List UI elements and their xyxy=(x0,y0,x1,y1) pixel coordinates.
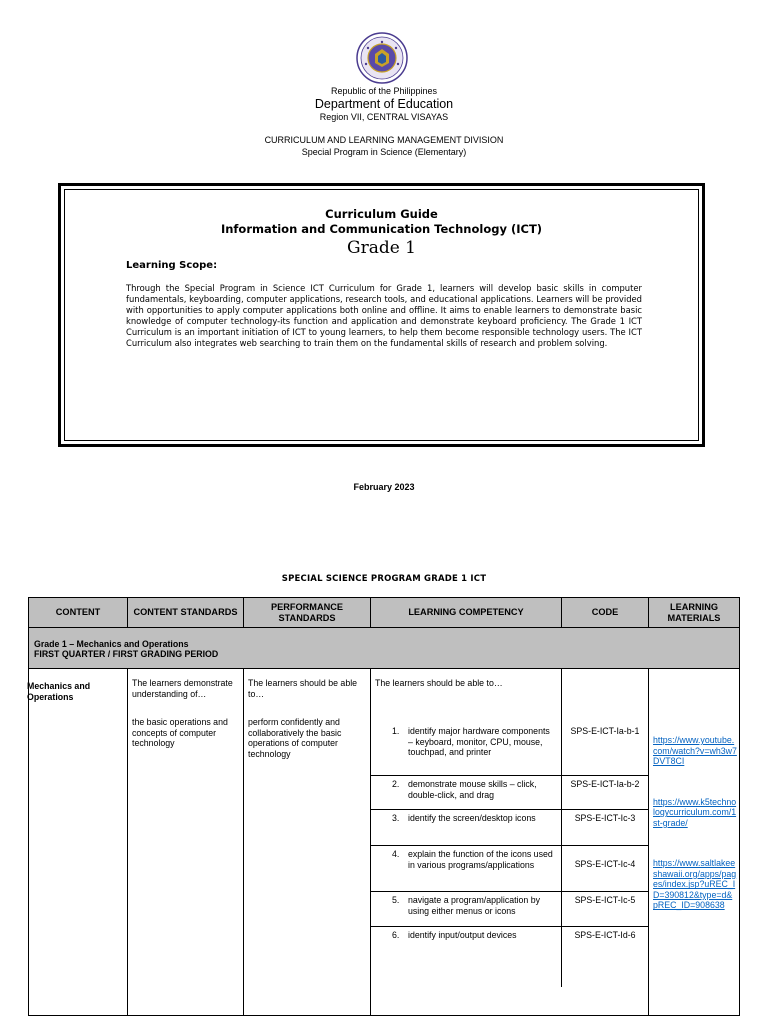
competency-number: 2. xyxy=(392,779,400,789)
content-topic: Mechanics and Operations xyxy=(27,681,91,702)
header-learning-competency: LEARNING COMPETENCY xyxy=(371,598,562,628)
competency-code: SPS-E-ICT-Ia-b-1 xyxy=(570,726,640,736)
cover-title: Curriculum Guide xyxy=(325,207,438,221)
competency-row xyxy=(371,775,648,809)
material-link[interactable]: https://www.youtube.com/watch?v=wh3w7DVT8CI xyxy=(653,735,737,767)
competency-text: demonstrate mouse skills – click, double-click, and drag xyxy=(408,779,537,800)
header-code: CODE xyxy=(562,598,649,628)
competency-text-cell xyxy=(371,723,562,775)
cover-frame xyxy=(58,183,705,447)
competency-text-cell xyxy=(371,810,562,845)
materials-cell xyxy=(649,669,740,1016)
header-performance-standards: PERFORMANCE STANDARDS xyxy=(244,598,371,628)
cover-subject: Information and Communication Technology (ICT) xyxy=(220,222,543,236)
grading-period-row xyxy=(29,628,740,669)
competency-row xyxy=(371,723,648,775)
competency-cell xyxy=(371,669,649,1016)
competency-text: navigate a program/application by using either menus or icons xyxy=(408,895,541,916)
competency-code: SPS-E-ICT-Ic-5 xyxy=(574,895,636,905)
competency-row xyxy=(371,809,648,845)
competency-number: 5. xyxy=(392,895,400,905)
competency-text: identify the screen/desktop icons xyxy=(408,813,536,823)
competency-code: SPS-E-ICT-Ia-b-2 xyxy=(570,779,640,789)
header-content-standards: CONTENT STANDARDS xyxy=(128,598,244,628)
cs-intro: The learners demonstrate understanding of… xyxy=(132,678,233,699)
competency-text-cell xyxy=(371,846,562,891)
material-link[interactable]: https://www.saltlakeeshawaii.org/apps/pages/index.jsp?uREC_ID=390812&type=d&pREC_ID=908638 xyxy=(653,858,737,911)
competency-code: SPS-E-ICT-Ic-4 xyxy=(574,859,636,869)
learning-scope-text: Through the Special Program in Science ICT Curriculum for Grade 1, learners will develop basic skills in computer fundamentals, keyboarding, computer applications, research tools, and educational applications. Learners will be provided with opportunities to apply computer applications both online and offline. It aims to enable learners to demonstrate basic knowledge of computer technology-its function and application and demonstrate keyboard proficiency. The Grade 1 ICT Curriculum is an important initiation of ICT to young learners, to help them become responsible technology users. The ICT Curriculum also integrates web searching to train them on the fundamental skills of research and problem solving. xyxy=(126,283,642,348)
competency-list xyxy=(371,723,648,987)
header-learning-materials: LEARNING MATERIALS xyxy=(649,598,740,628)
program-label: Special Program in Science (Elementary) xyxy=(301,147,467,157)
competency-number: 6. xyxy=(392,930,400,940)
document-date: February 2023 xyxy=(353,482,415,492)
republic-label: Republic of the Philippines xyxy=(330,86,438,96)
material-link[interactable]: https://www.k5technologycurriculum.com/1st-grade/ xyxy=(653,796,737,828)
cover-frame-inner xyxy=(64,189,699,441)
deped-seal-logo xyxy=(356,32,408,84)
competency-row xyxy=(371,845,648,891)
department-label: Department of Education xyxy=(314,97,454,111)
curriculum-table xyxy=(28,597,740,1016)
program-title: SPECIAL SCIENCE PROGRAM GRADE 1 ICT xyxy=(281,574,487,584)
performance-standards-cell xyxy=(244,669,371,1016)
materials-list xyxy=(649,669,739,911)
competency-text: explain the function of the icons used in various programs/applications xyxy=(408,849,553,870)
cover-grade: Grade 1 xyxy=(346,238,416,258)
competency-row xyxy=(371,891,648,926)
competency-row xyxy=(371,926,648,987)
competency-number: 3. xyxy=(392,813,400,823)
division-label: CURRICULUM AND LEARNING MANAGEMENT DIVISION xyxy=(264,135,504,145)
region-label: Region VII, CENTRAL VISAYAS xyxy=(319,112,449,122)
ps-text: perform confidently and collaboratively the basic operations of computer technology xyxy=(248,717,342,759)
competency-text-cell xyxy=(371,892,562,926)
competency-text: identify input/output devices xyxy=(408,930,517,940)
competency-number: 1. xyxy=(392,726,400,736)
content-cell xyxy=(29,669,128,1016)
learning-scope-heading: Learning Scope: xyxy=(126,260,218,271)
cs-text: the basic operations and concepts of computer technology xyxy=(132,717,228,749)
grade-topic: Grade 1 – Mechanics and Operations xyxy=(34,639,189,649)
competency-code: SPS-E-ICT-Ic-3 xyxy=(574,813,636,823)
competency-text-cell xyxy=(371,776,562,809)
competency-number: 4. xyxy=(392,849,400,859)
competency-text: identify major hardware components – keyboard, monitor, CPU, mouse, touchpad, and printer xyxy=(408,726,550,758)
competency-code: SPS-E-ICT-Id-6 xyxy=(574,930,636,940)
content-standards-cell xyxy=(128,669,244,1016)
header-content: CONTENT xyxy=(29,598,128,628)
lc-intro: The learners should be able to… xyxy=(371,669,562,723)
competency-text-cell xyxy=(371,927,562,987)
grading-period: FIRST QUARTER / FIRST GRADING PERIOD xyxy=(34,649,219,660)
ps-intro: The learners should be able to… xyxy=(248,678,358,699)
